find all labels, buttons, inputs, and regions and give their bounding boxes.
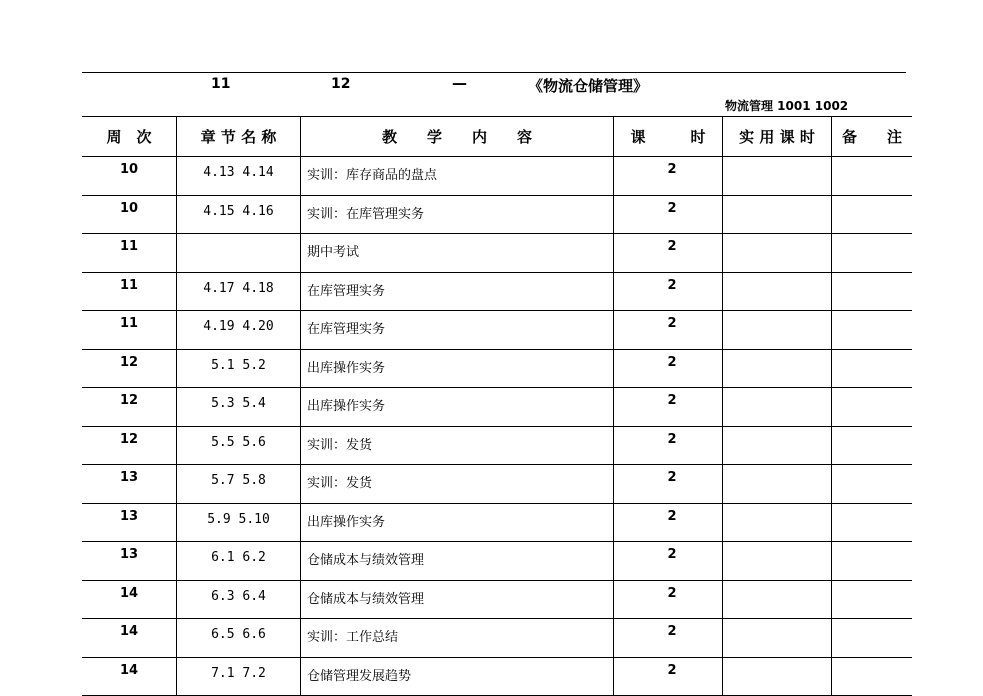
practice-hours-cell (723, 580, 832, 619)
content-cell: 仓储成本与绩效管理 (301, 580, 614, 619)
week-cell: 14 (82, 580, 177, 619)
chapter-cell: 6.3 6.4 (177, 580, 301, 619)
chapter-cell: 5.1 5.2 (177, 349, 301, 388)
notes-cell (832, 465, 913, 504)
table-row (82, 465, 912, 504)
table-row (82, 157, 912, 196)
table-row (82, 234, 912, 273)
week-cell: 11 (82, 272, 177, 311)
title-number-2: 12 (331, 76, 351, 92)
hours-cell: 2 (614, 272, 723, 311)
practice-hours-cell (723, 272, 832, 311)
table-row (82, 619, 912, 658)
practice-hours-cell (723, 542, 832, 581)
notes-cell (832, 195, 913, 234)
week-cell: 11 (82, 311, 177, 350)
notes-cell (832, 311, 913, 350)
header-chapter: 章 节 名 称 (177, 117, 301, 157)
practice-hours-cell (723, 195, 832, 234)
practice-hours-cell (723, 388, 832, 427)
table-header-row (82, 117, 912, 157)
header-content: 教 学 内 容 (301, 117, 614, 157)
notes-cell (832, 542, 913, 581)
content-cell: 实训：工作总结 (301, 619, 614, 658)
hours-cell: 2 (614, 311, 723, 350)
table-row (82, 542, 912, 581)
hours-cell: 2 (614, 195, 723, 234)
content-cell: 实训：发货 (301, 426, 614, 465)
notes-cell (832, 349, 913, 388)
content-cell: 实训：库存商品的盘点 (301, 157, 614, 196)
practice-hours-cell (723, 311, 832, 350)
week-cell: 12 (82, 349, 177, 388)
table-row (82, 388, 912, 427)
chapter-cell: 4.17 4.18 (177, 272, 301, 311)
table-row (82, 272, 912, 311)
week-cell: 13 (82, 542, 177, 581)
hours-cell: 2 (614, 619, 723, 658)
hours-cell: 2 (614, 388, 723, 427)
week-cell: 11 (82, 234, 177, 273)
header-practice-hours: 实 用 课 时 (723, 117, 832, 157)
chapter-cell: 5.9 5.10 (177, 503, 301, 542)
week-cell: 14 (82, 657, 177, 696)
course-title: 《物流仓储管理》 (528, 77, 649, 95)
title-number-1: 11 (211, 76, 231, 92)
chapter-cell (177, 234, 301, 273)
table-row (82, 426, 912, 465)
practice-hours-cell (723, 426, 832, 465)
header-week: 周 次 (82, 117, 177, 157)
hours-cell: 2 (614, 234, 723, 273)
chapter-cell: 5.7 5.8 (177, 465, 301, 504)
notes-cell (832, 619, 913, 658)
practice-hours-cell (723, 657, 832, 696)
notes-cell (832, 272, 913, 311)
week-cell: 12 (82, 388, 177, 427)
content-cell: 期中考试 (301, 234, 614, 273)
hours-cell: 2 (614, 426, 723, 465)
table-row (82, 349, 912, 388)
hours-cell: 2 (614, 503, 723, 542)
content-cell: 在库管理实务 (301, 272, 614, 311)
notes-cell (832, 503, 913, 542)
notes-cell (832, 157, 913, 196)
table-row (82, 580, 912, 619)
week-cell: 14 (82, 619, 177, 658)
content-cell: 出库操作实务 (301, 388, 614, 427)
chapter-cell: 4.15 4.16 (177, 195, 301, 234)
week-cell: 13 (82, 503, 177, 542)
notes-cell (832, 580, 913, 619)
content-cell: 出库操作实务 (301, 503, 614, 542)
practice-hours-cell (723, 157, 832, 196)
hours-cell: 2 (614, 465, 723, 504)
notes-cell (832, 657, 913, 696)
content-cell: 实训：发货 (301, 465, 614, 504)
practice-hours-cell (723, 234, 832, 273)
content-cell: 在库管理实务 (301, 311, 614, 350)
chapter-cell: 7.1 7.2 (177, 657, 301, 696)
practice-hours-cell (723, 619, 832, 658)
week-cell: 10 (82, 157, 177, 196)
header-notes: 备 注 (832, 117, 913, 157)
content-cell: 仓储管理发展趋势 (301, 657, 614, 696)
class-subtitle: 物流管理 1001 1002 (725, 99, 849, 113)
practice-hours-cell (723, 349, 832, 388)
hours-cell: 2 (614, 580, 723, 619)
hours-cell: 2 (614, 657, 723, 696)
hours-cell: 2 (614, 349, 723, 388)
chapter-cell: 5.3 5.4 (177, 388, 301, 427)
table-row (82, 657, 912, 696)
schedule-table (82, 116, 912, 696)
notes-cell (832, 426, 913, 465)
practice-hours-cell (723, 465, 832, 504)
hours-cell: 2 (614, 542, 723, 581)
table-row (82, 195, 912, 234)
chapter-cell: 6.5 6.6 (177, 619, 301, 658)
hours-cell: 2 (614, 157, 723, 196)
notes-cell (832, 234, 913, 273)
chapter-cell: 4.13 4.14 (177, 157, 301, 196)
title-dash: — (452, 74, 467, 92)
content-cell: 仓储成本与绩效管理 (301, 542, 614, 581)
chapter-cell: 5.5 5.6 (177, 426, 301, 465)
week-cell: 10 (82, 195, 177, 234)
chapter-cell: 4.19 4.20 (177, 311, 301, 350)
chapter-cell: 6.1 6.2 (177, 542, 301, 581)
notes-cell (832, 388, 913, 427)
week-cell: 12 (82, 426, 177, 465)
week-cell: 13 (82, 465, 177, 504)
content-cell: 出库操作实务 (301, 349, 614, 388)
header-hours: 课 时 (614, 117, 723, 157)
table-row (82, 311, 912, 350)
content-cell: 实训：在库管理实务 (301, 195, 614, 234)
top-rule (82, 72, 906, 73)
practice-hours-cell (723, 503, 832, 542)
table-row (82, 503, 912, 542)
